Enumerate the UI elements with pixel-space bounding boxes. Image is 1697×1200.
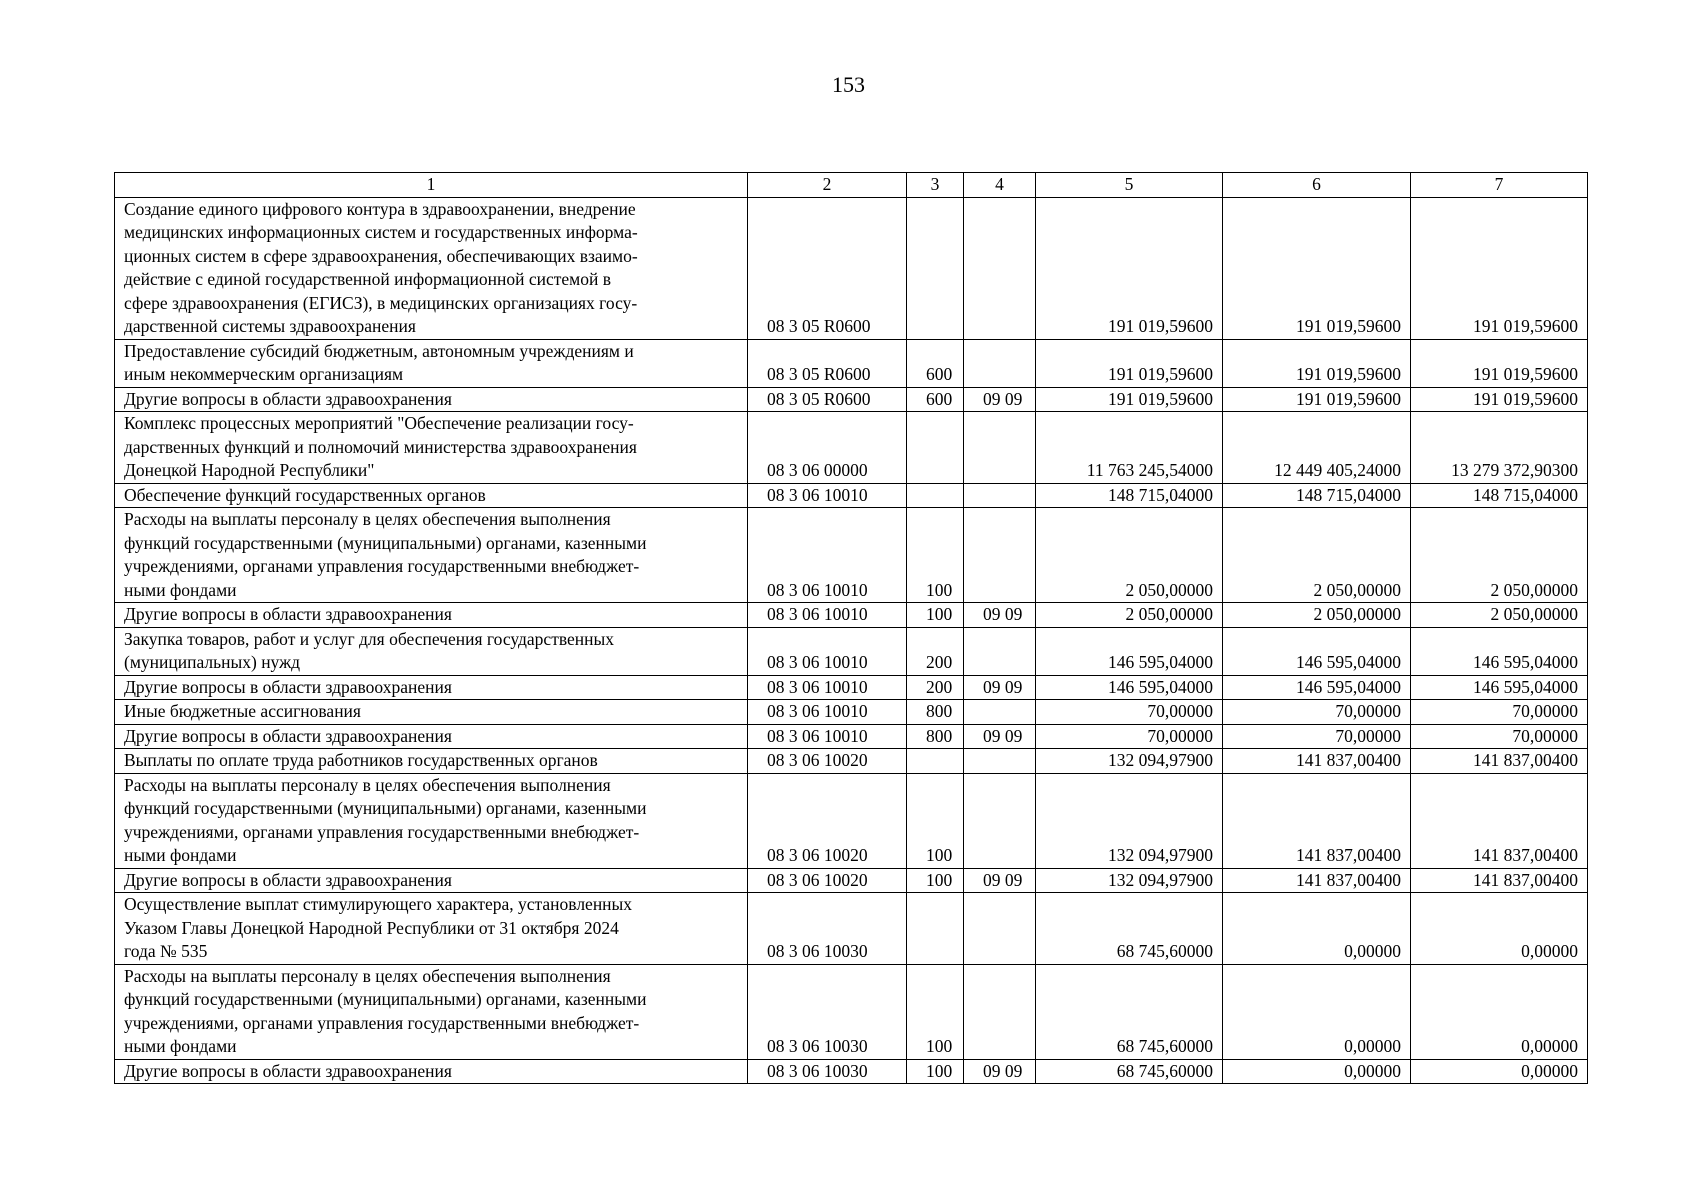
table-row: [115, 964, 1588, 1059]
section-code: [964, 749, 1036, 774]
table-row: [115, 773, 1588, 868]
amount-col6: 0,00000: [1223, 964, 1411, 1059]
amount-col6: 0,00000: [1223, 1059, 1411, 1084]
table-row: [115, 749, 1588, 774]
description-line: Обеспечение функций государственных органов: [124, 484, 486, 505]
amount-col6: 191 019,59600: [1223, 197, 1411, 339]
amount-col5: 191 019,59600: [1036, 387, 1223, 412]
amount-col7: 70,00000: [1411, 724, 1588, 749]
section-code: 09 09: [964, 675, 1036, 700]
header-cell: 5: [1036, 173, 1223, 198]
amount-col6: 191 019,59600: [1223, 339, 1411, 387]
description-line: Создание единого цифрового контура в здравоохранении, внедрение: [124, 198, 636, 219]
amount-col7: 2 050,00000: [1411, 508, 1588, 603]
description-line: сфере здравоохранения (ЕГИСЗ), в медицинских организациях госу-: [124, 292, 638, 313]
row-description: [115, 1059, 748, 1084]
table-row: [115, 1059, 1588, 1084]
description-line: медицинских информационных систем и государственных информа-: [124, 222, 638, 242]
expense-type: [907, 412, 964, 484]
header-cell: 3: [907, 173, 964, 198]
section-code: [964, 483, 1036, 508]
target-code: 08 3 05 R0600: [748, 387, 907, 412]
amount-col5: 148 715,04000: [1036, 483, 1223, 508]
section-code: [964, 508, 1036, 603]
row-description: [115, 508, 748, 603]
description-line: ционных систем в сфере здравоохранения, обеспечивающих взаимо-: [124, 245, 638, 266]
description-line: учреждениями, органами управления государственными внебюджет-: [124, 1012, 640, 1033]
row-description: [115, 868, 748, 893]
amount-col7: 0,00000: [1411, 1059, 1588, 1084]
amount-col5: 68 745,60000: [1036, 893, 1223, 965]
table-row: [115, 339, 1588, 387]
amount-col7: 13 279 372,90300: [1411, 412, 1588, 484]
expense-type: 100: [907, 508, 964, 603]
description-line: учреждениями, органами управления государственными внебюджет-: [124, 556, 640, 576]
target-code: 08 3 06 10010: [748, 508, 907, 603]
amount-col7: 141 837,00400: [1411, 773, 1588, 868]
amount-col6: 70,00000: [1223, 700, 1411, 725]
expense-type: [907, 197, 964, 339]
amount-col5: 191 019,59600: [1036, 339, 1223, 387]
table-row: [115, 724, 1588, 749]
description-line: Расходы на выплаты персоналу в целях обеспечения выполнения: [124, 774, 611, 795]
target-code: 08 3 05 R0600: [748, 339, 907, 387]
description-line: Другие вопросы в области здравоохранения: [124, 676, 452, 697]
amount-col7: 191 019,59600: [1411, 197, 1588, 339]
description-line: иным некоммерческим организациям: [124, 364, 404, 384]
table-row: [115, 627, 1588, 675]
target-code: 08 3 06 10030: [748, 1059, 907, 1084]
amount-col5: 132 094,97900: [1036, 868, 1223, 893]
row-description: [115, 627, 748, 675]
amount-col6: 146 595,04000: [1223, 675, 1411, 700]
description-line: Выплаты по оплате труда работников государственных органов: [124, 750, 598, 770]
section-code: [964, 627, 1036, 675]
amount-col6: 141 837,00400: [1223, 868, 1411, 893]
amount-col6: 2 050,00000: [1223, 508, 1411, 603]
amount-col5: 68 745,60000: [1036, 964, 1223, 1059]
description-line: Другие вопросы в области здравоохранения: [124, 869, 452, 890]
expense-type: 200: [907, 675, 964, 700]
description-line: Указом Главы Донецкой Народной Республики от 31 октября 2024: [124, 917, 619, 938]
amount-col6: 146 595,04000: [1223, 627, 1411, 675]
target-code: 08 3 06 10020: [748, 773, 907, 868]
amount-col7: 2 050,00000: [1411, 603, 1588, 628]
amount-col5: 132 094,97900: [1036, 773, 1223, 868]
description-line: ными фондами: [124, 579, 237, 600]
amount-col7: 146 595,04000: [1411, 675, 1588, 700]
header-cell: 6: [1223, 173, 1411, 198]
row-description: [115, 387, 748, 412]
table-row: [115, 412, 1588, 484]
expense-type: [907, 893, 964, 965]
amount-col5: 146 595,04000: [1036, 675, 1223, 700]
amount-col6: 2 050,00000: [1223, 603, 1411, 628]
row-description: [115, 412, 748, 484]
target-code: 08 3 06 10010: [748, 603, 907, 628]
amount-col5: 68 745,60000: [1036, 1059, 1223, 1084]
target-code: 08 3 06 10010: [748, 675, 907, 700]
target-code: 08 3 06 10030: [748, 964, 907, 1059]
description-line: Другие вопросы в области здравоохранения: [124, 388, 452, 409]
budget-table: [114, 172, 1588, 1084]
row-description: [115, 675, 748, 700]
amount-col7: 0,00000: [1411, 964, 1588, 1059]
row-description: [115, 339, 748, 387]
expense-type: 800: [907, 724, 964, 749]
section-code: [964, 412, 1036, 484]
section-code: [964, 700, 1036, 725]
row-description: [115, 483, 748, 508]
expense-type: 600: [907, 339, 964, 387]
section-code: [964, 197, 1036, 339]
description-line: ными фондами: [124, 1036, 237, 1056]
description-line: учреждениями, органами управления государственными внебюджет-: [124, 821, 640, 842]
description-line: Донецкой Народной Республики": [124, 460, 375, 480]
description-line: функций государственными (муниципальными) органами, казенными: [124, 532, 647, 553]
amount-col6: 141 837,00400: [1223, 773, 1411, 868]
table-row: [115, 483, 1588, 508]
description-line: функций государственными (муниципальными) органами, казенными: [124, 989, 647, 1009]
expense-type: 800: [907, 700, 964, 725]
header-cell: 2: [748, 173, 907, 198]
description-line: года № 535: [124, 941, 208, 961]
target-code: 08 3 06 10020: [748, 868, 907, 893]
table-row: [115, 197, 1588, 339]
table-row: [115, 387, 1588, 412]
expense-type: 100: [907, 1059, 964, 1084]
row-description: [115, 603, 748, 628]
expense-type: [907, 749, 964, 774]
description-line: Другие вопросы в области здравоохранения: [124, 604, 452, 624]
row-description: [115, 964, 748, 1059]
target-code: 08 3 06 10010: [748, 700, 907, 725]
amount-col7: 141 837,00400: [1411, 749, 1588, 774]
section-code: [964, 893, 1036, 965]
description-line: Предоставление субсидий бюджетным, автономным учреждениям и: [124, 340, 634, 361]
row-description: [115, 197, 748, 339]
amount-col5: 2 050,00000: [1036, 508, 1223, 603]
target-code: 08 3 06 10010: [748, 627, 907, 675]
section-code: 09 09: [964, 387, 1036, 412]
expense-type: 100: [907, 773, 964, 868]
section-code: [964, 339, 1036, 387]
table-row: [115, 508, 1588, 603]
target-code: 08 3 06 10030: [748, 893, 907, 965]
amount-col6: 141 837,00400: [1223, 749, 1411, 774]
amount-col7: 0,00000: [1411, 893, 1588, 965]
amount-col6: 70,00000: [1223, 724, 1411, 749]
description-line: дарственных функций и полномочий министерства здравоохранения: [124, 436, 637, 457]
header-row: [115, 173, 1588, 198]
amount-col7: 148 715,04000: [1411, 483, 1588, 508]
header-cell: 4: [964, 173, 1036, 198]
amount-col5: 191 019,59600: [1036, 197, 1223, 339]
description-line: Осуществление выплат стимулирующего характера, установленных: [124, 894, 633, 914]
expense-type: 200: [907, 627, 964, 675]
description-line: Расходы на выплаты персоналу в целях обеспечения выполнения: [124, 509, 611, 529]
amount-col5: 11 763 245,54000: [1036, 412, 1223, 484]
row-description: [115, 724, 748, 749]
description-line: действие с единой государственной информационной системой в: [124, 269, 611, 289]
table-row: [115, 700, 1588, 725]
amount-col6: 191 019,59600: [1223, 387, 1411, 412]
description-line: (муниципальных) нужд: [124, 652, 301, 672]
expense-type: 100: [907, 868, 964, 893]
expense-type: 100: [907, 603, 964, 628]
section-code: 09 09: [964, 1059, 1036, 1084]
row-description: [115, 700, 748, 725]
section-code: 09 09: [964, 724, 1036, 749]
row-description: [115, 893, 748, 965]
table-row: [115, 868, 1588, 893]
description-line: ными фондами: [124, 845, 237, 865]
amount-col7: 191 019,59600: [1411, 339, 1588, 387]
expense-type: 100: [907, 964, 964, 1059]
description-line: функций государственными (муниципальными) органами, казенными: [124, 798, 647, 818]
page-number: 153: [832, 72, 865, 97]
amount-col6: 12 449 405,24000: [1223, 412, 1411, 484]
target-code: 08 3 06 00000: [748, 412, 907, 484]
target-code: 08 3 06 10010: [748, 724, 907, 749]
row-description: [115, 773, 748, 868]
amount-col7: 141 837,00400: [1411, 868, 1588, 893]
section-code: [964, 964, 1036, 1059]
amount-col7: 191 019,59600: [1411, 387, 1588, 412]
header-cell: 1: [115, 173, 748, 198]
amount-col7: 70,00000: [1411, 700, 1588, 725]
table-row: [115, 603, 1588, 628]
section-code: 09 09: [964, 868, 1036, 893]
row-description: [115, 749, 748, 774]
table-row: [115, 893, 1588, 965]
amount-col5: 146 595,04000: [1036, 627, 1223, 675]
description-line: Другие вопросы в области здравоохранения: [124, 1060, 452, 1081]
description-line: Иные бюджетные ассигнования: [124, 701, 361, 721]
amount-col6: 0,00000: [1223, 893, 1411, 965]
amount-col5: 70,00000: [1036, 700, 1223, 725]
amount-col5: 70,00000: [1036, 724, 1223, 749]
amount-col7: 146 595,04000: [1411, 627, 1588, 675]
description-line: Другие вопросы в области здравоохранения: [124, 725, 452, 746]
section-code: 09 09: [964, 603, 1036, 628]
target-code: 08 3 05 R0600: [748, 197, 907, 339]
amount-col6: 148 715,04000: [1223, 483, 1411, 508]
description-line: Расходы на выплаты персоналу в целях обеспечения выполнения: [124, 965, 611, 986]
amount-col5: 132 094,97900: [1036, 749, 1223, 774]
description-line: дарственной системы здравоохранения: [124, 316, 416, 336]
amount-col5: 2 050,00000: [1036, 603, 1223, 628]
header-cell: 7: [1411, 173, 1588, 198]
expense-type: [907, 483, 964, 508]
expense-type: 600: [907, 387, 964, 412]
section-code: [964, 773, 1036, 868]
table-row: [115, 675, 1588, 700]
description-line: Комплекс процессных мероприятий "Обеспечение реализации госу-: [124, 413, 634, 433]
target-code: 08 3 06 10010: [748, 483, 907, 508]
description-line: Закупка товаров, работ и услуг для обеспечения государственных: [124, 628, 615, 649]
target-code: 08 3 06 10020: [748, 749, 907, 774]
